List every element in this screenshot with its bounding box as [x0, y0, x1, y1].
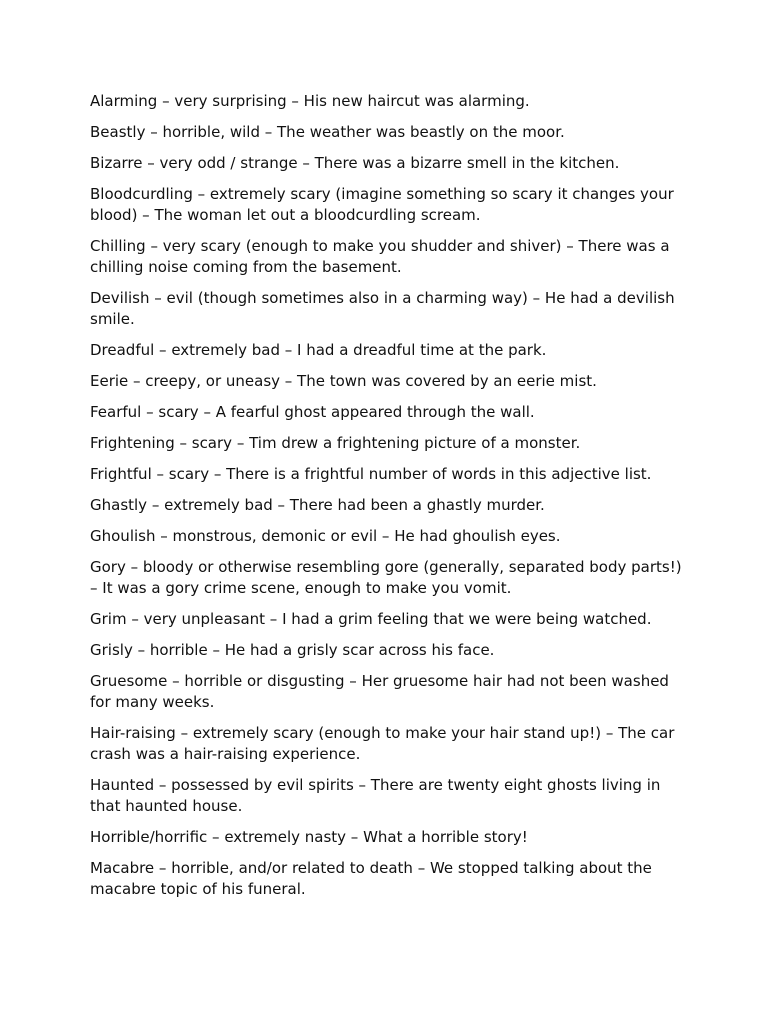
entry-bizarre: Bizarre – very odd / strange – There was a bizarre smell in the kitchen. — [90, 154, 620, 172]
entry-gruesome: Gruesome – horrible or disgusting – Her gruesome hair had not been washed for many weeks. — [90, 672, 669, 711]
entry-eerie: Eerie – creepy, or uneasy – The town was covered by an eerie mist. — [90, 372, 597, 390]
entry-ghastly: Ghastly – extremely bad – There had been a ghastly murder. — [90, 496, 545, 514]
entry-macabre: Macabre – horrible, and/or related to death – We stopped talking about the macabre topic of his funeral. — [90, 859, 652, 898]
entry-grim: Grim – very unpleasant – I had a grim feeling that we were being watched. — [90, 610, 652, 628]
entry-fearful: Fearful – scary – A fearful ghost appeared through the wall. — [90, 403, 535, 421]
entry-hair-raising: Hair-raising – extremely scary (enough to make your hair stand up!) – The car crash was a hair-raising experience. — [90, 724, 675, 763]
entry-ghoulish: Ghoulish – monstrous, demonic or evil – He had ghoulish eyes. — [90, 527, 561, 545]
entry-horrible: Horrible/horrific – extremely nasty – What a horrible story! — [90, 828, 528, 846]
entry-haunted: Haunted – possessed by evil spirits – There are twenty eight ghosts living in that haunted house. — [90, 776, 661, 815]
entry-chilling: Chilling – very scary (enough to make you shudder and shiver) – There was a chilling noise coming from the basement. — [90, 237, 670, 276]
entry-grisly: Grisly – horrible – He had a grisly scar across his face. — [90, 641, 495, 659]
entry-dreadful: Dreadful – extremely bad – I had a dreadful time at the park. — [90, 341, 547, 359]
document-page — [90, 91, 690, 910]
entry-gory: Gory – bloody or otherwise resembling gore (generally, separated body parts!) – It was a gory crime scene, enough to make you vomit. — [90, 558, 682, 597]
entry-bloodcurdling: Bloodcurdling – extremely scary (imagine something so scary it changes your blood) – The woman let out a bloodcurdling scream. — [90, 185, 674, 224]
entry-frightening: Frightening – scary – Tim drew a frightening picture of a monster. — [90, 434, 581, 452]
entry-devilish: Devilish – evil (though sometimes also in a charming way) – He had a devilish smile. — [90, 289, 675, 328]
entry-alarming: Alarming – very surprising – His new haircut was alarming. — [90, 92, 530, 110]
entry-beastly: Beastly – horrible, wild – The weather was beastly on the moor. — [90, 123, 565, 141]
entry-frightful: Frightful – scary – There is a frightful number of words in this adjective list. — [90, 465, 652, 483]
